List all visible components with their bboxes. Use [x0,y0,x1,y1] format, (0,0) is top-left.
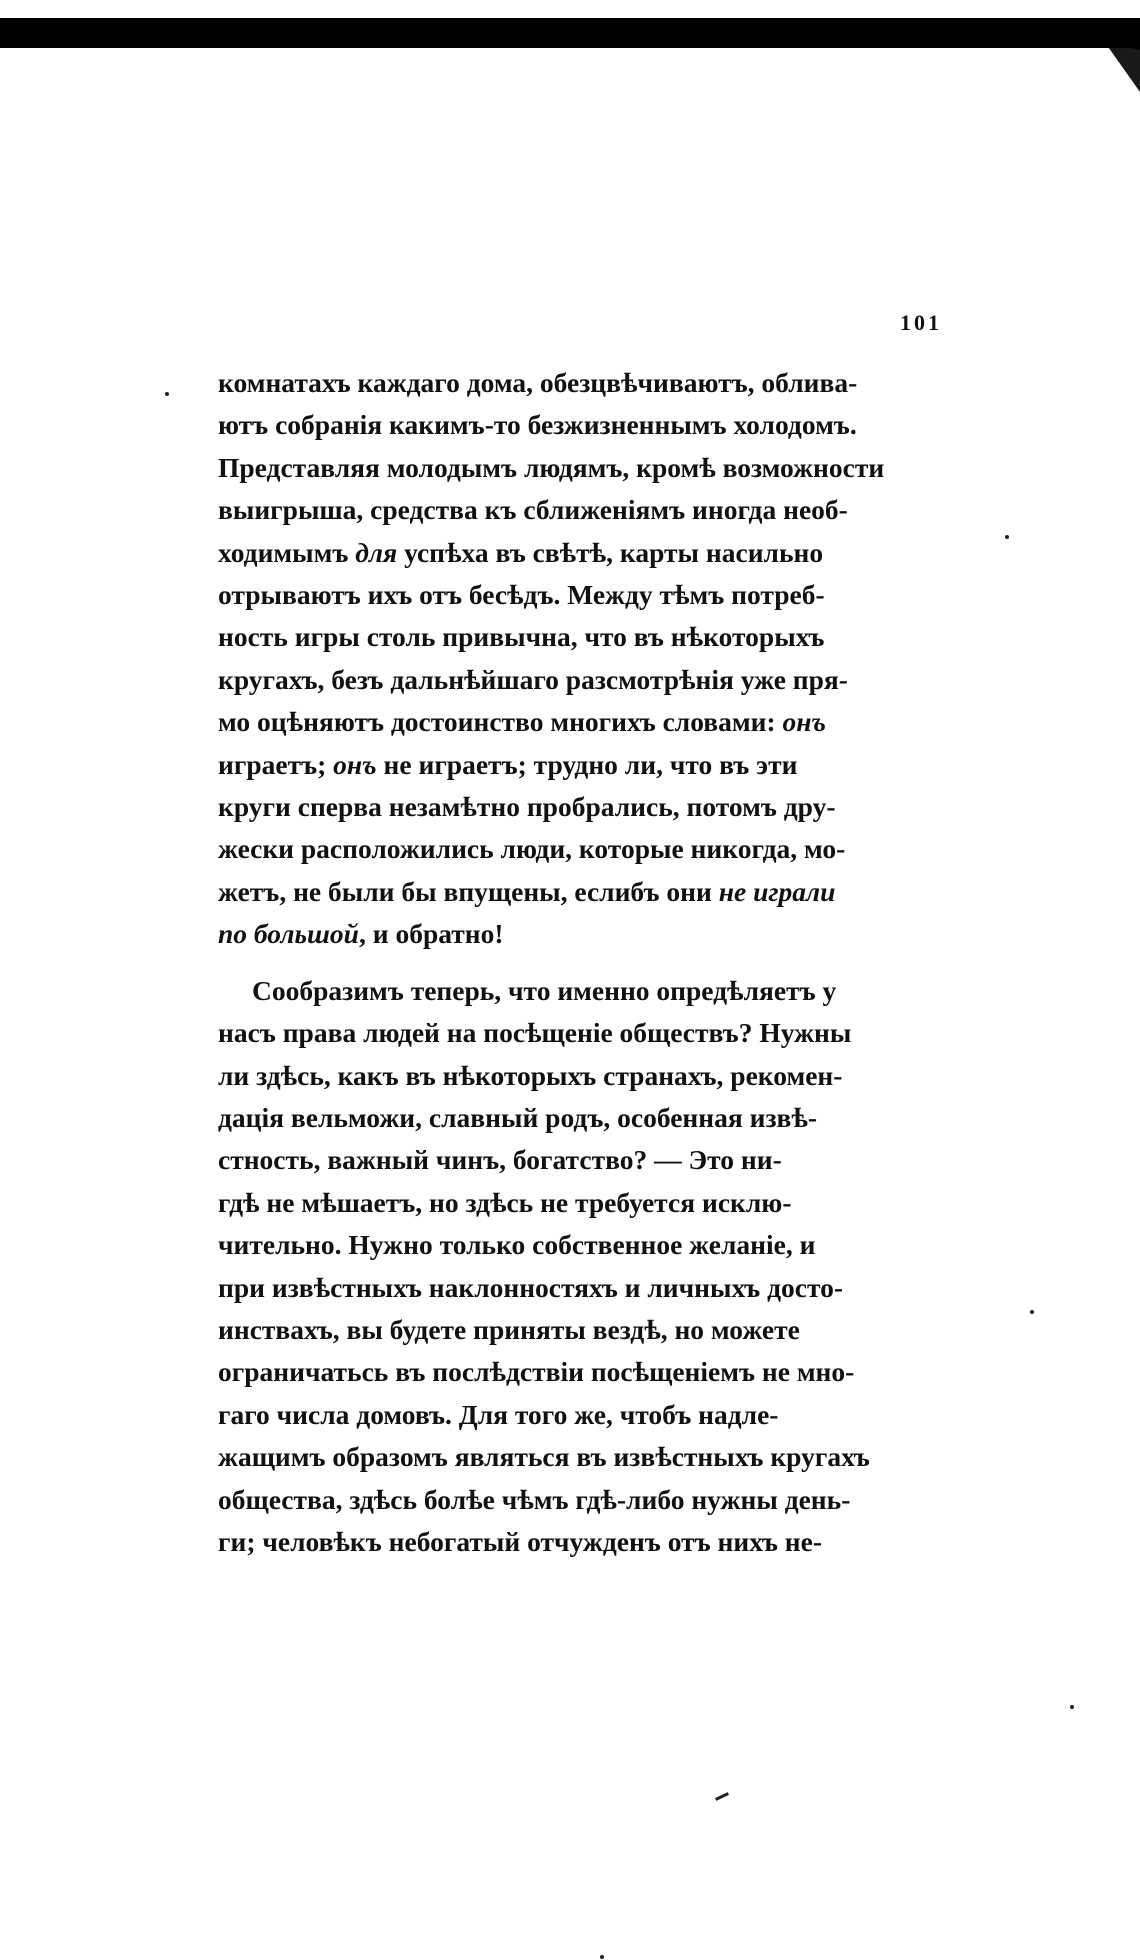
text-line: ходимымъ для успѣха въ свѣтѣ, карты насильно [218,536,824,568]
text-line: ли здѣсь, какъ въ нѣкоторыхъ странахъ, рекомен- [218,1059,843,1091]
text-line: инствахъ, вы будете приняты вездѣ, но можете [218,1313,800,1345]
text-line: общества, здѣсь болѣе чѣмъ гдѣ-либо нужны день- [218,1483,851,1515]
text-line: по большой, и обратно! [218,918,504,950]
scan-speck [165,392,169,396]
scan-speck [600,1955,604,1959]
text-line: ютъ собранія какимъ-то безжизненнымъ холодомъ. [218,409,857,441]
text-line: гдѣ не мѣшаетъ, но здѣсь не требуется исклю- [218,1186,792,1218]
text-line: комнатахъ каждаго дома, обезцвѣчиваютъ, облива- [218,367,858,398]
text-line: ность игры столь привычна, что въ нѣкоторыхъ [218,621,825,653]
text-line: дація вельможи, славный родъ, особенная извѣ- [218,1101,818,1133]
text-line: ограничатьсь въ послѣдствіи посѣщеніемъ не мно- [218,1356,855,1388]
body-text [218,362,958,1563]
text-line: жащимъ образомъ являться въ извѣстныхъ кругахъ [218,1441,870,1473]
text-line: Сообразимъ теперь, что именно опредѣляетъ у [252,974,837,1006]
text-line: насъ права людей на посѣщеніе обществъ? Нужны [218,1017,852,1049]
page-number: 101 [900,310,942,335]
text-line: выигрыша, средства къ сближеніямъ иногда необ- [218,494,848,526]
text-line: гаго числа домовъ. Для того же, чтобъ надле- [218,1398,779,1430]
text-line: стность, важный чинъ, богатство? — Это ни- [218,1144,782,1176]
text-line: ги; человѣкъ небогатый отчужденъ отъ нихъ не- [218,1525,823,1557]
page-corner-shadow-2 [1106,44,1140,92]
scan-speck [1005,535,1009,539]
page-top-edge [0,18,1140,48]
text-line: играетъ; онъ не играетъ; трудно ли, что въ эти [218,748,798,780]
text-line: при извѣстныхъ наклонностяхъ и личныхъ досто- [218,1271,843,1303]
text-line: отрываютъ ихъ отъ бесѣдъ. Между тѣмъ потреб- [218,579,825,611]
text-line: чительно. Нужно только собственное желаніе, и [218,1229,816,1261]
text-line: круги сперва незамѣтно пробрались, потомъ дру- [218,791,836,823]
text-line: жески расположились люди, которые никогда, мо- [218,833,846,865]
scan-speck [1030,1310,1034,1314]
text-line: мо оцѣняютъ достоинство многихъ словами: онъ [218,706,827,738]
scan-speck [1070,1705,1074,1709]
text-line: жетъ, не были бы впущены, еслибъ они не играли [218,875,836,907]
text-line: кругахъ, безъ дальнѣйшаго разсмотрѣнія уже пря- [218,663,848,695]
scan-speck [715,1792,729,1801]
text-line: Представляя молодымъ людямъ, кромѣ возможности [218,451,885,483]
